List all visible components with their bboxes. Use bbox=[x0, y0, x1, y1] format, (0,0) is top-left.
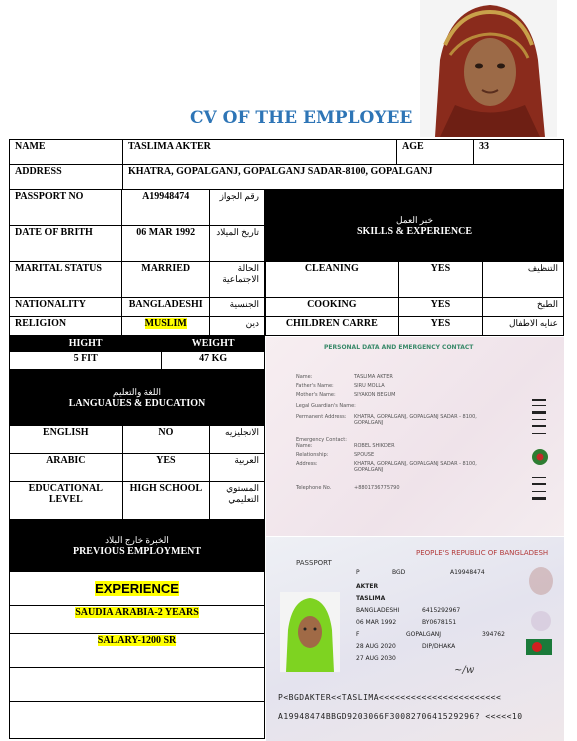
passport-ar-label: رقم الجواز bbox=[210, 190, 265, 226]
pc-father-label: Father's Name: bbox=[296, 383, 334, 389]
page-title: CV OF THE EMPLOYEE bbox=[190, 108, 413, 128]
skill-value-2: YES bbox=[398, 317, 483, 336]
personal-card-header: PERSONAL DATA AND EMERGENCY CONTACT bbox=[324, 344, 474, 351]
nationality-value: BANGLADESHI bbox=[122, 298, 210, 317]
pc-phone-label: Telephone No. bbox=[296, 485, 332, 491]
weight-label: WEIGHT bbox=[162, 336, 265, 352]
languages-header-label: LANGUAUES & EDUCATION bbox=[68, 397, 206, 409]
pc-phone: +8801736775790 bbox=[354, 485, 400, 491]
passport-issue-date: 28 AUG 2020 bbox=[356, 643, 396, 650]
religion-value: MUSLIM bbox=[144, 318, 187, 329]
religion-label: RELIGION bbox=[10, 317, 122, 336]
age-value: 33 bbox=[474, 140, 564, 165]
pc-mother: SIYAKON BEGUM bbox=[354, 392, 396, 398]
pc-guardian-label: Legal Guardian's Name: bbox=[296, 403, 356, 409]
pc-name-label: Name: bbox=[296, 374, 313, 380]
skills-header-ar: خبر العمل bbox=[395, 214, 434, 225]
barcode-graphic bbox=[528, 397, 552, 507]
dob-ar-label: تاريخ الميلاد bbox=[210, 226, 265, 262]
passport-card bbox=[266, 537, 564, 741]
passport-code: 394762 bbox=[482, 631, 505, 638]
skills-header-label: SKILLS & EXPERIENCE bbox=[356, 225, 473, 237]
nationality-label: NATIONALITY bbox=[10, 298, 122, 317]
height-label: HIGHT bbox=[10, 336, 162, 352]
address-label: ADDRESS bbox=[10, 165, 123, 190]
skill-label-2: CHILDREN CARRE bbox=[266, 317, 399, 336]
passport-personal-no: 6415292967 bbox=[422, 607, 461, 614]
religion-value-cell bbox=[122, 317, 210, 336]
experience-label: EXPERIENCE bbox=[95, 581, 179, 596]
lang-value-2: HIGH SCHOOL bbox=[122, 482, 210, 522]
languages-header bbox=[10, 370, 265, 426]
nationality-ar-label: الجنسية bbox=[210, 298, 265, 317]
personal-info-table bbox=[9, 139, 564, 190]
lang-ar-2: المستوي التعليمي bbox=[210, 482, 265, 522]
skill-value-0: YES bbox=[398, 262, 483, 298]
skill-ar-0: التنظيف bbox=[483, 262, 564, 298]
employment-header-label: PREVIOUS EMPLOYMENT bbox=[72, 545, 202, 557]
skill-ar-1: الطبخ bbox=[483, 298, 564, 317]
profile-photo bbox=[420, 0, 557, 137]
passport-sex: F bbox=[356, 631, 360, 638]
experience-cell bbox=[10, 572, 265, 606]
body-measures-table bbox=[9, 335, 265, 370]
pc-relation: SPOUSE bbox=[354, 452, 375, 458]
passport-surname: AKTER bbox=[356, 583, 379, 590]
experience-salary: SALARY-1200 SR bbox=[97, 635, 177, 646]
address-value: KHATRA, GOPALGANJ, GOPALGANJ SADAR-8100, GOPALGANJ bbox=[123, 165, 564, 190]
empty-row bbox=[10, 702, 265, 739]
country-cell bbox=[10, 606, 265, 634]
lang-label-2: EDUCATIONAL LEVEL bbox=[10, 482, 123, 522]
personal-data-card bbox=[266, 337, 564, 536]
passport-birth-place: GOPALGANJ bbox=[406, 631, 442, 638]
passport-expiry-date: 27 AUG 2030 bbox=[356, 655, 396, 662]
dob-label: DATE OF BRITH bbox=[10, 226, 122, 262]
pc-eaddress: KHATRA, GOPALGANJ, GOPALGANJ SADAR - 8100, GOPALGANJ bbox=[354, 461, 477, 473]
passport-birth-date: 06 MAR 1992 bbox=[356, 619, 397, 626]
skill-ar-2: عنايه الاطفال bbox=[483, 317, 564, 336]
employment-header bbox=[10, 520, 265, 572]
lang-ar-0: الانجليزيه bbox=[210, 426, 265, 454]
pc-emergency-label: Emergency Contact: bbox=[296, 437, 347, 443]
lang-label-0: ENGLISH bbox=[10, 426, 123, 454]
passport-prev-number: BY0678151 bbox=[422, 619, 457, 626]
passport-type: P bbox=[356, 569, 360, 576]
passport-authority: DIP/DHAKA bbox=[422, 643, 456, 650]
passport-value: A19948474 bbox=[122, 190, 210, 226]
lang-label-1: ARABIC bbox=[10, 454, 123, 482]
name-label: NAME bbox=[10, 140, 123, 165]
skills-header bbox=[266, 190, 564, 262]
salary-cell bbox=[10, 634, 265, 668]
marital-value: MARRIED bbox=[122, 262, 210, 298]
passport-label: PASSPORT bbox=[296, 559, 332, 567]
passport-number: A19948474 bbox=[450, 569, 485, 576]
passport-photo bbox=[280, 592, 340, 672]
pc-address: KHATRA, GOPALGANJ, GOPALGANJ SADAR - 8100, GOPALGANJ bbox=[354, 414, 477, 426]
passport-signature: ~/w bbox=[454, 665, 475, 676]
experience-country: SAUDIA ARABIA-2 YEARS bbox=[75, 607, 199, 618]
pc-father: SIRU MOLLA bbox=[354, 383, 385, 389]
lang-ar-1: العربية bbox=[210, 454, 265, 482]
pc-mother-label: Mother's Name: bbox=[296, 392, 336, 398]
passport-mrz-line-1: P<BGDAKTER<<TASLIMA<<<<<<<<<<<<<<<<<<<<<<< bbox=[278, 693, 502, 702]
dob-value: 06 MAR 1992 bbox=[122, 226, 210, 262]
passport-country-code: BGD bbox=[392, 569, 406, 576]
weight-value: 47 KG bbox=[162, 352, 265, 370]
height-value: 5 FIT bbox=[10, 352, 162, 370]
skill-label-0: CLEANING bbox=[266, 262, 399, 298]
languages-table bbox=[9, 369, 265, 522]
pc-address-label: Permanent Address: bbox=[296, 414, 347, 420]
pc-ename-label: Name: bbox=[296, 443, 313, 449]
name-value: TASLIMA AKTER bbox=[123, 140, 397, 165]
pc-name: TASLIMA AKTER bbox=[354, 374, 393, 380]
empty-row bbox=[10, 668, 265, 702]
personal-details-table bbox=[9, 189, 265, 336]
languages-header-ar: اللغة والتعليم bbox=[113, 386, 161, 397]
marital-ar-label: الحالة الاجتماعية bbox=[210, 262, 265, 298]
passport-country-header: PEOPLE'S REPUBLIC OF BANGLADESH bbox=[416, 549, 549, 557]
employment-table bbox=[9, 519, 265, 739]
age-label: AGE bbox=[397, 140, 474, 165]
pc-relation-label: Relationship: bbox=[296, 452, 329, 458]
lang-value-1: YES bbox=[122, 454, 210, 482]
skill-value-1: YES bbox=[398, 298, 483, 317]
skill-label-1: COOKING bbox=[266, 298, 399, 317]
pc-eaddress-label: Address: bbox=[296, 461, 318, 467]
passport-ghost-photo bbox=[521, 559, 561, 669]
passport-label: PASSPORT NO bbox=[10, 190, 122, 226]
passport-mrz-line-2: A19948474BBGD9203066F3008270641529296? <<<<<10 bbox=[278, 712, 523, 721]
religion-ar-label: دين bbox=[210, 317, 265, 336]
employment-header-ar: الخبرة خارج البلاد bbox=[105, 534, 169, 545]
passport-given-name: TASLIMA bbox=[356, 595, 386, 602]
passport-nationality: BANGLADESHI bbox=[356, 607, 400, 614]
lang-value-0: NO bbox=[122, 426, 210, 454]
skills-table bbox=[265, 189, 564, 336]
pc-ename: ROBEL SHIKDER bbox=[354, 443, 395, 449]
marital-label: MARITAL STATUS bbox=[10, 262, 122, 298]
